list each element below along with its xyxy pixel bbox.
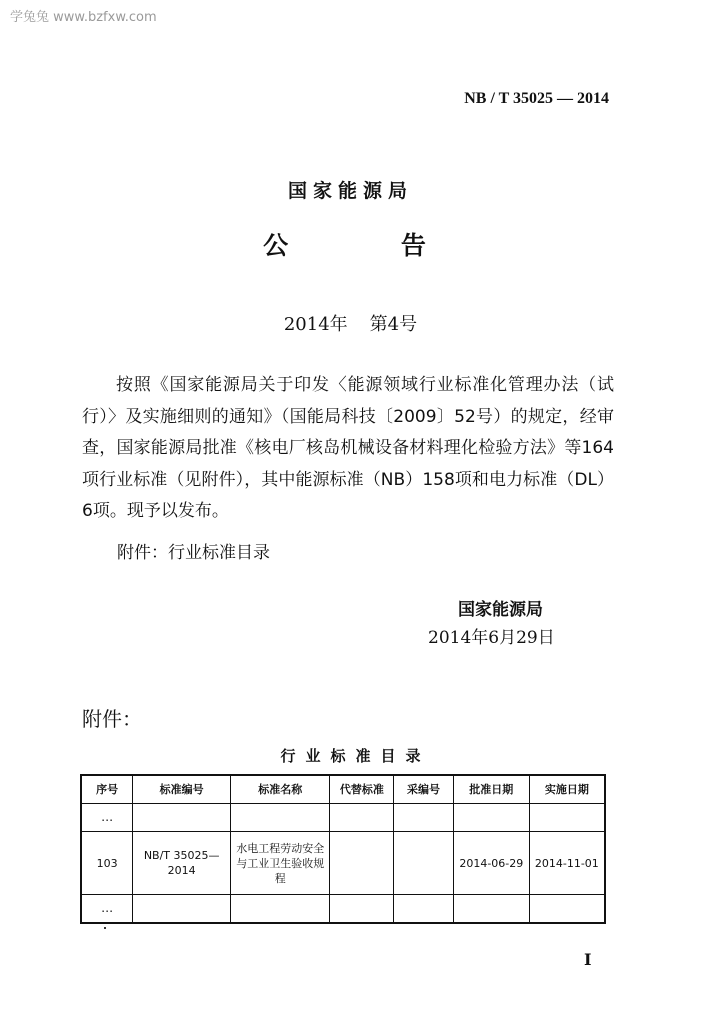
body-text xyxy=(82,370,614,528)
attachment-note: 附件：行业标准目录 xyxy=(117,543,270,563)
cell-seq: 103 xyxy=(81,832,133,895)
cell-code: NB/T 35025—2014 xyxy=(133,832,231,895)
watermark: 学兔兔 www.bzfxw.com xyxy=(10,10,157,25)
header-replaces: 代替标准 xyxy=(330,775,394,804)
scan-mark xyxy=(104,927,106,929)
header-code: 标准编号 xyxy=(133,775,231,804)
ellipsis-cell: … xyxy=(81,804,133,832)
issuer-name: 国家能源局 xyxy=(287,180,413,202)
announcement-issue: 第4号 xyxy=(369,314,418,335)
ellipsis-cell: … xyxy=(81,895,133,924)
header-seq: 序号 xyxy=(81,775,133,804)
table-title: 行业标准目录 xyxy=(280,747,431,765)
announcement-number xyxy=(0,310,701,336)
announcement-title: 公 告 xyxy=(263,231,478,260)
annex-heading: 附件： xyxy=(82,707,142,731)
table-row xyxy=(81,832,605,895)
cell-name: 水电工程劳动安全与工业卫生验收规程 xyxy=(230,832,330,895)
cell-adopted xyxy=(394,832,454,895)
body-paragraph: 按照《国家能源局关于印发〈能源领域行业标准化管理办法（试行）〉及实施细则的通知》（国能局科技〔2009〕52号）的规定，经审查，国家能源局批准《核电厂核岛机械设备材料理化检验方法》等164项行业标准（见附件），其中能源标准（NB）158项和电力标准（DL）6项。现予以发布。 xyxy=(82,375,614,521)
signature-organization: 国家能源局 xyxy=(458,600,543,620)
standard-code: NB / T 35025 — 2014 xyxy=(464,90,609,107)
header-effective-date: 实施日期 xyxy=(529,775,605,804)
header-adopted: 采编号 xyxy=(394,775,454,804)
header-approval-date: 批准日期 xyxy=(453,775,529,804)
header-name: 标准名称 xyxy=(230,775,330,804)
cell-effective-date: 2014-11-01 xyxy=(529,832,605,895)
announcement-year: 2014年 xyxy=(283,314,348,335)
signature-date: 2014年6月29日 xyxy=(428,628,555,648)
cell-approval-date: 2014-06-29 xyxy=(453,832,529,895)
page-number: I xyxy=(584,950,592,969)
table-row-ellipsis-bottom xyxy=(81,895,605,924)
table-row-ellipsis-top xyxy=(81,804,605,832)
cell-replaces xyxy=(330,832,394,895)
table-header-row xyxy=(81,775,605,804)
standards-catalog-table xyxy=(80,774,606,924)
